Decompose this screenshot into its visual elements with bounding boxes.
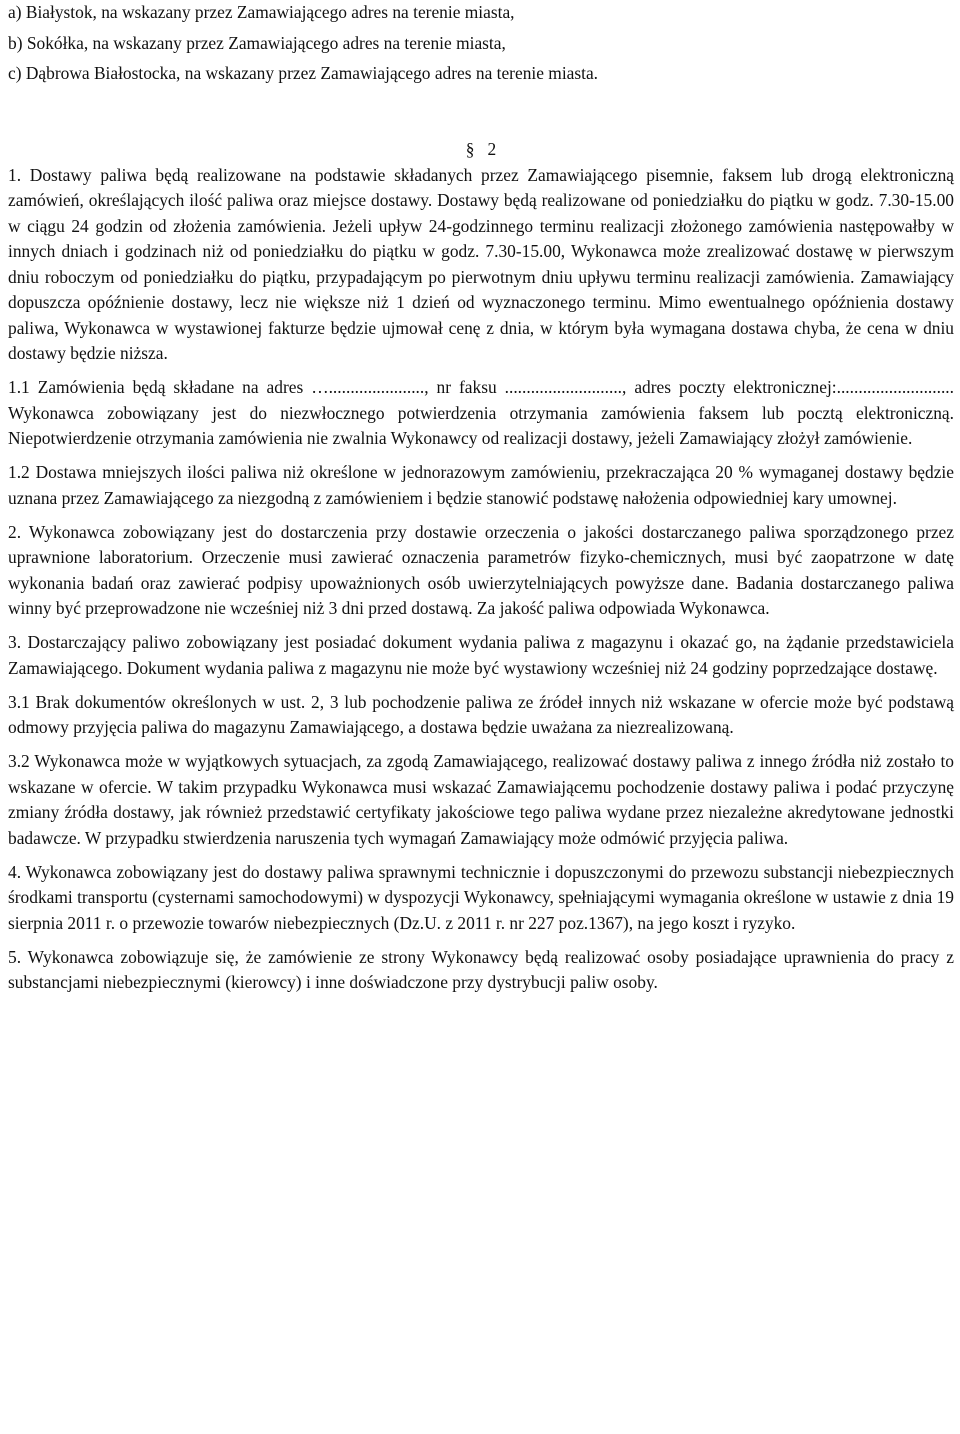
paragraph-5: 5. Wykonawca zobowiązuje się, że zamówienie ze strony Wykonawcy będą realizować osoby posiadające uprawnienia do pracy z substancjami niebezpiecznymi (kierowcy) i inne doświadczone przy dystrybucji paliw osoby. [8,946,954,992]
paragraph-3-2: 3.2 Wykonawca może w wyjątkowych sytuacjach, za zgodą Zamawiającego, realizować dostawy paliwa z innego źródła niż zostało to wskazane w ofercie. W takim przypadku Wykonawca musi wskazać Zamawiającemu pochodzenie dostawy paliwa i podać przyczynę zmiany źródła dostawy, jak również przedstawić certyfikaty jakościowe tego paliwa wydane przez niezależne akredytowane jednostki badawcze. W przypadku stwierdzenia naruszenia tych wymagań Zamawiający może odmówić przyjęcia paliwa. [8,751,954,848]
paragraph-3-1: 3.1 Brak dokumentów określonych w ust. 2, 3 lub pochodzenie paliwa ze źródeł innych niż wskazane w ofercie może być podstawą odmowy przyjęcia paliwa do magazynu Zamawiającego, a dostawa będzie uważana za niezrealizowaną. [8,691,954,737]
delivery-locations-list [8,0,954,87]
list-item-dabrowa: c) Dąbrowa Białostocka, na wskazany przez Zamawiającego adres na terenie miasta. [8,63,599,83]
section-heading [8,137,954,159]
paragraph-1-1: 1.1 Zamówienia będą składane na adres …......................, nr faksu ..........................., adres poczty elektronicznej:........................... Wykonawca zobowiązany jest do niezwłocznego potwierdzenia otrzymania zamówienia faksem lub pocztą elektroniczną. Niepotwierdzenie otrzymania zamówienia nie zwalnia Wykonawcy od realizacji dostawy, jeżeli Zamawiający złożył zamówienie. [8,377,954,448]
paragraph-1-2: 1.2 Dostawa mniejszych ilości paliwa niż określone w jednorazowym zamówieniu, przekraczająca 20 % wymaganej dostawy będzie uznana przez Zamawiającego za niezgodną z zamówieniem i będzie stanowić podstawę nałożenia odpowiedniej kary umownej. [8,462,954,508]
paragraph-3: 3. Dostarczający paliwo zobowiązany jest posiadać dokument wydania paliwa z magazynu i okazać go, na żądanie przedstawiciela Zamawiającego. Dokument wydania paliwa z magazynu nie może być wystawiony wcześniej niż 24 godziny poprzedzające dostawę. [8,632,954,678]
list-item-bialystok: a) Białystok, na wskazany przez Zamawiającego adres na terenie miasta, [8,2,515,22]
paragraph-1: 1. Dostawy paliwa będą realizowane na podstawie składanych przez Zamawiającego pisemnie, faksem lub drogą elektroniczną zamówień, określających ilość paliwa oraz miejsce dostawy. Dostawy będą realizowane od poniedziałku do piątku w godz. 7.30-15.00 w ciągu 24 godzin od złożenia zamówienia. Jeżeli upływ 24-godzinnego terminu realizacji złożonego zamówienia następowałby w innych dniach i godzinach niż od poniedziałku do piątku w godz. 7.30-15.00, Wykonawca może zrealizować dostawę w pierwszym dniu roboczym od poniedziałku do piątku, przypadającym po pierwotnym dniu upływu terminu realizacji zamówienia. Zamawiający dopuszcza opóźnienie dostawy, lecz nie większe niż 1 dzień od wyznaczonego terminu. Mimo ewentualnego opóźnienia dostawy paliwa, Wykonawca w wystawionej fakturze będzie ujmował cenę z dnia, w którym była wymagana dostawa chyba, że cena w dniu dostawy będzie niższa. [8,164,954,363]
section-symbol: § [465,138,475,159]
list-item-sokolka: b) Sokółka, na wskazany przez Zamawiającego adres na terenie miasta, [8,32,506,53]
paragraph-2: 2. Wykonawca zobowiązany jest do dostarczenia przy dostawie orzeczenia o jakości dostarczanego paliwa sporządzonego przez uprawnione laboratorium. Orzeczenie musi zawierać oznaczenia parametrów fizyko-chemicznych, musi być zaopatrzone w datę wykonania badań oraz zawierać podpisy upoważnionych osób uwierzytelniających powyższe dane. Badania dostarczanego paliwa winny być przeprowadzone nie wcześniej niż 3 dni przed dostawą. Za jakość paliwa odpowiada Wykonawca. [8,521,954,618]
paragraph-4: 4. Wykonawca zobowiązany jest do dostawy paliwa sprawnymi technicznie i dopuszczonymi do przewozu substancji niebezpiecznych środkami transportu (cysternami samochodowymi) w dyspozycji Wykonawcy, spełniającymi wymagania określone w ustawie z dnia 19 sierpnia 2011 r. o przewozie towarów niebezpiecznych (Dz.U. z 2011 r. nr 227 poz.1367), na jego koszt i ryzyko. [8,861,954,933]
section-number: 2 [487,138,497,159]
